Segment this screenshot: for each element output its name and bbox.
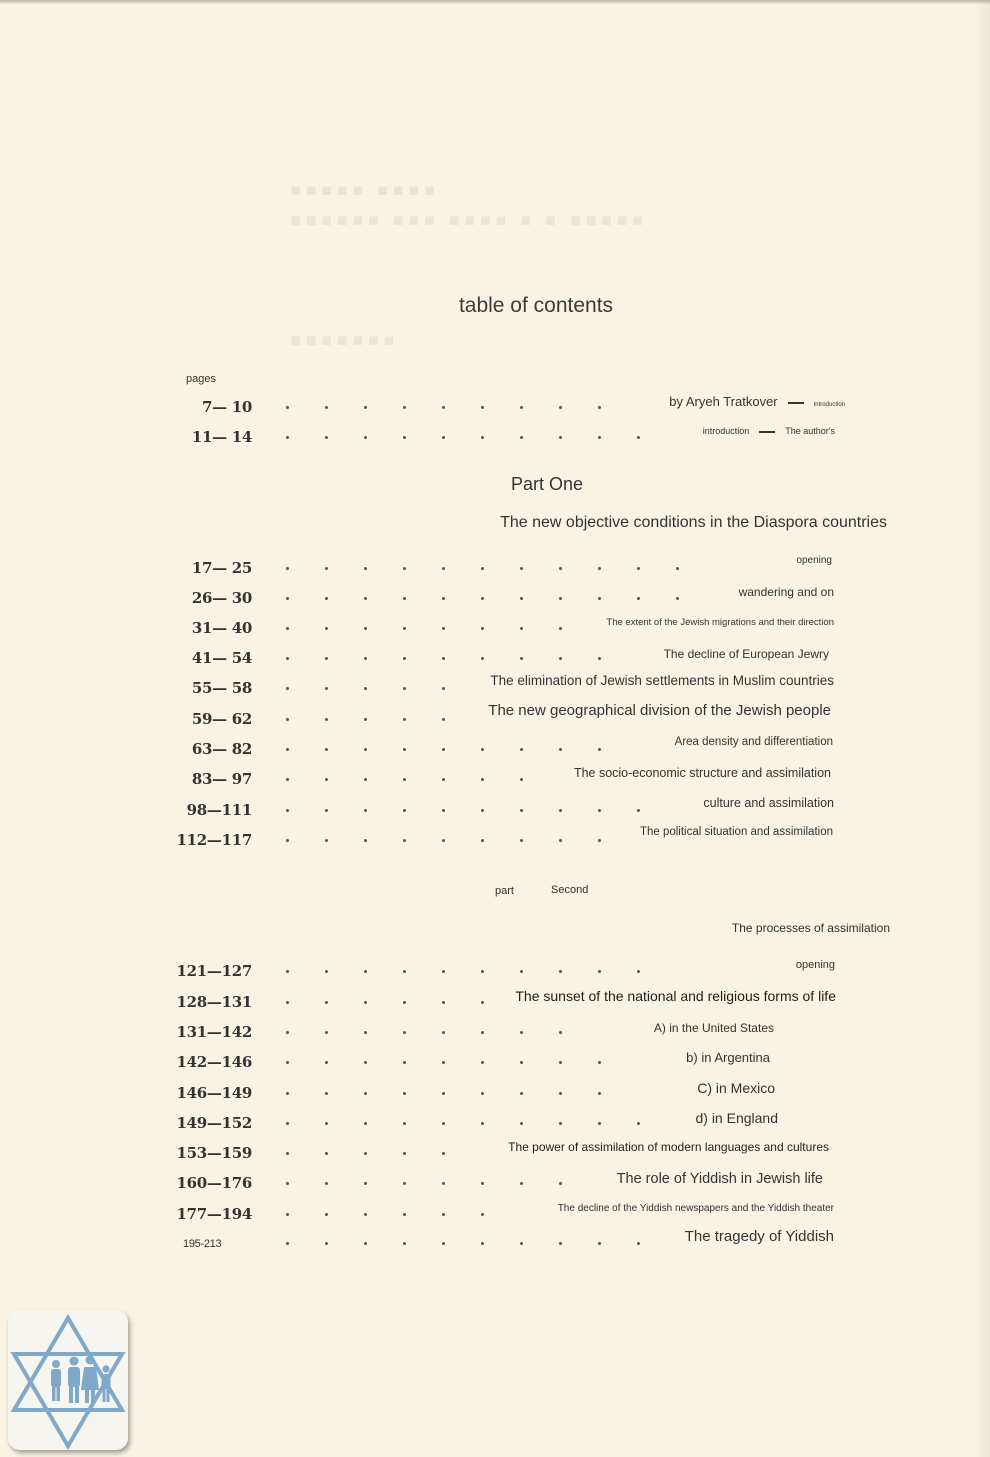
leader-dot [325, 1242, 328, 1245]
leader-dot [325, 1152, 328, 1155]
leader-dot [286, 1182, 289, 1185]
leader-dot [286, 778, 289, 781]
entry-suffix: Introduction [813, 402, 845, 408]
leader-dot [286, 809, 289, 812]
leader-dot [520, 1061, 523, 1064]
leader-dot [520, 1182, 523, 1185]
leader-dot [637, 436, 640, 439]
leader-dot [364, 748, 367, 751]
leader-dot [442, 1182, 445, 1185]
leader-dot [325, 1122, 328, 1125]
leader-dots [286, 970, 676, 976]
leader-dot [325, 1001, 328, 1004]
leader-dot [559, 657, 562, 660]
toc-row[interactable] [0, 394, 990, 422]
leader-dot [559, 1242, 562, 1245]
leader-dots [286, 1092, 637, 1098]
leader-dot [559, 748, 562, 751]
leader-dot [403, 1182, 406, 1185]
leader-dot [403, 970, 406, 973]
toc-entry-title: The role of Yiddish in Jewish life [616, 1171, 823, 1187]
star-of-david-family-icon [8, 1310, 128, 1450]
page-range: 31— 40 [191, 619, 252, 637]
leader-dot [364, 718, 367, 721]
leader-dots [286, 436, 676, 442]
bleed-through-text: ▪▪▪▪▪▪ ▪▪▪ ▪▪▪▪ ▪ ▪ ▪▪▪▪▪ [290, 210, 648, 230]
leader-dot [442, 657, 445, 660]
leader-dot [559, 970, 562, 973]
toc-entry-title: The new geographical division of the Jewish people [488, 702, 831, 719]
leader-dot [442, 718, 445, 721]
leader-dot [286, 970, 289, 973]
leader-dot [520, 839, 523, 842]
leader-dot [520, 657, 523, 660]
leader-dot [520, 748, 523, 751]
leader-dot [442, 1152, 445, 1155]
leader-dot [403, 567, 406, 570]
leader-dot [481, 970, 484, 973]
leader-dot [325, 1061, 328, 1064]
leader-dot [481, 406, 484, 409]
leader-dot [481, 1182, 484, 1185]
leader-dot [403, 718, 406, 721]
leader-dots [286, 1242, 676, 1248]
leader-dot [481, 778, 484, 781]
leader-dot [364, 597, 367, 600]
leader-dots [286, 809, 676, 815]
leader-dot [403, 809, 406, 812]
page-range: 142—146 [176, 1053, 252, 1071]
leader-dot [403, 839, 406, 842]
leader-dot [286, 748, 289, 751]
leader-dot [403, 1242, 406, 1245]
leader-dot [520, 436, 523, 439]
leader-dot [520, 627, 523, 630]
leader-dots [286, 1001, 520, 1007]
leader-dot [325, 809, 328, 812]
page-range: 128—131 [176, 993, 252, 1011]
leader-dots [286, 567, 715, 573]
leader-dots [286, 627, 598, 633]
leader-dot [325, 748, 328, 751]
toc-entry-title: The tragedy of Yiddish [684, 1228, 834, 1245]
leader-dot [520, 1092, 523, 1095]
leader-dot [364, 687, 367, 690]
leader-dot [442, 1122, 445, 1125]
toc-entry-title: wandering and on [738, 585, 834, 599]
leader-dot [286, 1122, 289, 1125]
pages-column-label: pages [186, 373, 216, 385]
part-one-heading: Part One [511, 474, 584, 494]
em-dash [788, 402, 804, 404]
page-range: 112—117 [176, 831, 252, 849]
leader-dots [286, 718, 481, 724]
leader-dot [598, 1092, 601, 1095]
leader-dot [442, 1061, 445, 1064]
toc-row[interactable] [0, 989, 990, 1017]
leader-dot [598, 809, 601, 812]
leader-dot [364, 436, 367, 439]
leader-dot [598, 748, 601, 751]
leader-dot [403, 748, 406, 751]
leader-dot [364, 1122, 367, 1125]
toc-entry-title: The elimination of Jewish settlements in Muslim countries [490, 673, 834, 688]
bleed-through-text: ▪▪▪▪▪ ▪▪▪▪ [290, 180, 440, 200]
leader-dot [286, 1031, 289, 1034]
leader-dot [403, 778, 406, 781]
leader-dot [598, 839, 601, 842]
leader-dot [364, 1242, 367, 1245]
leader-dot [520, 970, 523, 973]
toc-entry-title: A) in the United States [653, 1021, 774, 1035]
leader-dot [325, 718, 328, 721]
toc-entry-title: C) in Mexico [697, 1080, 775, 1096]
leader-dot [286, 567, 289, 570]
page-range: 195-213 [183, 1238, 222, 1250]
toc-entry-title: The power of assimilation of modern languages and cultures [508, 1140, 829, 1154]
toc-row[interactable] [0, 615, 990, 643]
em-dash [759, 431, 775, 433]
leader-dots [286, 778, 559, 784]
leader-dot [559, 809, 562, 812]
page-range: 41— 54 [191, 649, 252, 667]
leader-dot [403, 1213, 406, 1216]
toc-row[interactable] [0, 1110, 990, 1138]
page-top-edge [0, 0, 990, 4]
leader-dot [637, 809, 640, 812]
leader-dot [598, 436, 601, 439]
leader-dot [286, 687, 289, 690]
page-range: 146—149 [176, 1084, 252, 1102]
leader-dot [481, 1122, 484, 1125]
part-two-heading-second: Second [551, 884, 589, 896]
toc-row[interactable] [0, 1080, 990, 1108]
leader-dot [325, 839, 328, 842]
leader-dot [286, 1061, 289, 1064]
leader-dot [598, 406, 601, 409]
leader-dot [598, 657, 601, 660]
page-range: 17— 25 [191, 559, 252, 577]
page-range: 160—176 [176, 1174, 252, 1192]
leader-dot [403, 1031, 406, 1034]
leader-dot [520, 1242, 523, 1245]
leader-dot [481, 1001, 484, 1004]
page-range: 98—111 [186, 801, 252, 819]
leader-dots [286, 597, 715, 603]
leader-dots [286, 1031, 598, 1037]
toc-row[interactable] [0, 1230, 990, 1258]
leader-dot [364, 1152, 367, 1155]
leader-dots [286, 406, 637, 412]
toc-row[interactable] [0, 585, 990, 613]
leader-dot [442, 970, 445, 973]
page-range: 7— 10 [201, 398, 252, 416]
leader-dot [364, 970, 367, 973]
leader-dot [520, 809, 523, 812]
leader-dot [286, 718, 289, 721]
leader-dot [481, 809, 484, 812]
leader-dot [403, 597, 406, 600]
leader-dot [598, 1122, 601, 1125]
leader-dots [286, 1182, 598, 1188]
leader-dot [403, 406, 406, 409]
page-title: table of contents [458, 294, 614, 317]
leader-dot [637, 567, 640, 570]
leader-dot [325, 597, 328, 600]
leader-dot [481, 627, 484, 630]
page-range: 121—127 [176, 962, 252, 980]
leader-dot [559, 567, 562, 570]
toc-row[interactable] [0, 555, 990, 583]
leader-dot [481, 436, 484, 439]
leader-dot [364, 1092, 367, 1095]
leader-dot [481, 657, 484, 660]
leader-dot [481, 839, 484, 842]
leader-dot [559, 839, 562, 842]
leader-dot [637, 1242, 640, 1245]
leader-dot [442, 809, 445, 812]
leader-dot [559, 1122, 562, 1125]
leader-dot [325, 406, 328, 409]
leader-dots [286, 1152, 481, 1158]
leader-dot [364, 1031, 367, 1034]
page-range: 55— 58 [191, 679, 252, 697]
leader-dot [403, 1061, 406, 1064]
leader-dot [325, 1182, 328, 1185]
toc-row[interactable] [0, 1049, 990, 1077]
leader-dot [325, 567, 328, 570]
leader-dot [520, 597, 523, 600]
leader-dot [403, 436, 406, 439]
site-logo[interactable] [8, 1310, 128, 1450]
leader-dot [442, 406, 445, 409]
toc-row[interactable] [0, 702, 990, 734]
toc-row[interactable] [0, 766, 990, 794]
leader-dot [325, 1031, 328, 1034]
leader-dot [325, 970, 328, 973]
leader-dot [442, 567, 445, 570]
leader-dot [325, 778, 328, 781]
toc-entry-title: d) in England [695, 1110, 778, 1126]
leader-dot [364, 1182, 367, 1185]
toc-row[interactable] [0, 827, 990, 855]
page-range: 63— 82 [191, 740, 252, 758]
leader-dot [364, 627, 367, 630]
toc-row[interactable] [0, 1170, 990, 1198]
leader-dot [286, 1001, 289, 1004]
leader-dot [364, 839, 367, 842]
leader-dot [637, 1122, 640, 1125]
leader-dot [442, 778, 445, 781]
leader-dots [286, 1213, 520, 1219]
leader-dot [325, 1213, 328, 1216]
entry-suffix: The author's [785, 426, 835, 436]
leader-dot [481, 567, 484, 570]
toc-row[interactable] [0, 797, 990, 825]
part-two-heading-part: part [495, 885, 514, 897]
toc-row[interactable] [0, 1140, 990, 1168]
toc-entry-title: The political situation and assimilation [639, 826, 833, 838]
leader-dot [442, 1001, 445, 1004]
leader-dot [286, 1152, 289, 1155]
leader-dot [364, 406, 367, 409]
leader-dot [520, 406, 523, 409]
leader-dot [559, 1061, 562, 1064]
toc-entry-title: opening [796, 555, 832, 566]
toc-row[interactable] [0, 958, 990, 986]
leader-dot [403, 627, 406, 630]
leader-dot [403, 1001, 406, 1004]
entry-text: introduction [702, 426, 750, 436]
leader-dot [676, 567, 679, 570]
leader-dot [559, 627, 562, 630]
toc-entry-title: Area density and differentiation [674, 736, 833, 748]
leader-dot [442, 627, 445, 630]
toc-entry-title: The sunset of the national and religious forms of life [515, 988, 836, 1004]
leader-dot [364, 657, 367, 660]
page-range: 153—159 [176, 1144, 252, 1162]
leader-dot [325, 627, 328, 630]
leader-dot [598, 1242, 601, 1245]
leader-dot [520, 1122, 523, 1125]
entry-text: by Aryeh Tratkover [669, 394, 778, 409]
leader-dot [286, 1213, 289, 1216]
leader-dot [403, 657, 406, 660]
leader-dot [442, 1242, 445, 1245]
leader-dot [286, 627, 289, 630]
leader-dots [286, 1061, 637, 1067]
page-range: 131—142 [176, 1023, 252, 1041]
part-one-subtitle: The new objective conditions in the Diaspora countries [500, 514, 887, 531]
toc-entry-title: The decline of the Yiddish newspapers and the Yiddish theater [557, 1203, 834, 1214]
leader-dot [364, 778, 367, 781]
page-range: 59— 62 [191, 710, 252, 728]
toc-row[interactable] [0, 736, 990, 764]
leader-dot [559, 1092, 562, 1095]
bleed-through-text: ▪▪▪▪▪▪▪ [290, 330, 399, 350]
leader-dot [403, 1092, 406, 1095]
leader-dots [286, 657, 637, 663]
page-range: 11— 14 [191, 428, 252, 446]
leader-dot [442, 748, 445, 751]
leader-dot [559, 1031, 562, 1034]
leader-dot [286, 1242, 289, 1245]
leader-dot [325, 1092, 328, 1095]
leader-dot [364, 1213, 367, 1216]
page-range: 83— 97 [191, 770, 252, 788]
leader-dot [598, 970, 601, 973]
leader-dot [286, 406, 289, 409]
leader-dot [481, 1213, 484, 1216]
leader-dot [559, 406, 562, 409]
part-two-subtitle: The processes of assimilation [731, 921, 890, 935]
leader-dot [637, 597, 640, 600]
leader-dot [364, 567, 367, 570]
leader-dot [325, 687, 328, 690]
toc-row[interactable] [0, 424, 990, 452]
toc-entry-title: b) in Argentina [686, 1050, 770, 1065]
leader-dot [286, 1092, 289, 1095]
page-range: 26— 30 [191, 589, 252, 607]
leader-dot [481, 1031, 484, 1034]
leader-dot [442, 1031, 445, 1034]
leader-dot [364, 809, 367, 812]
leader-dot [325, 657, 328, 660]
leader-dot [442, 1213, 445, 1216]
leader-dot [286, 657, 289, 660]
leader-dot [403, 1122, 406, 1125]
toc-row[interactable] [0, 645, 990, 673]
toc-entry-title: opening [795, 959, 835, 971]
leader-dots [286, 748, 637, 754]
leader-dots [286, 839, 637, 845]
leader-dot [325, 436, 328, 439]
leader-dot [481, 748, 484, 751]
page-range: 149—152 [176, 1114, 252, 1132]
leader-dot [520, 567, 523, 570]
toc-row[interactable] [0, 1019, 990, 1047]
leader-dot [286, 436, 289, 439]
leader-dot [403, 1152, 406, 1155]
leader-dots [286, 1122, 676, 1128]
leader-dot [520, 1031, 523, 1034]
leader-dot [364, 1001, 367, 1004]
leader-dot [559, 1182, 562, 1185]
leader-dot [559, 436, 562, 439]
page-range: 177—194 [176, 1205, 252, 1223]
leader-dot [481, 597, 484, 600]
leader-dot [442, 597, 445, 600]
toc-entry-title: The socio-economic structure and assimilation [573, 766, 831, 780]
leader-dot [598, 597, 601, 600]
toc-entry-title: The decline of European Jewry [663, 647, 829, 661]
leader-dots [286, 687, 481, 693]
toc-entry-title: culture and assimilation [703, 796, 834, 810]
leader-dot [481, 1061, 484, 1064]
leader-dot [598, 567, 601, 570]
toc-entry-title [669, 394, 845, 409]
leader-dot [442, 839, 445, 842]
leader-dot [364, 1061, 367, 1064]
toc-row[interactable] [0, 1201, 990, 1229]
toc-entry-title: The extent of the Jewish migrations and their direction [606, 617, 834, 628]
toc-entry-title [703, 426, 835, 436]
leader-dot [520, 778, 523, 781]
leader-dot [481, 1242, 484, 1245]
leader-dot [442, 436, 445, 439]
leader-dot [403, 687, 406, 690]
leader-dot [481, 1092, 484, 1095]
toc-row[interactable] [0, 675, 990, 703]
leader-dot [559, 597, 562, 600]
leader-dot [286, 839, 289, 842]
leader-dot [286, 597, 289, 600]
leader-dot [442, 687, 445, 690]
leader-dot [442, 1092, 445, 1095]
leader-dot [637, 970, 640, 973]
leader-dot [676, 597, 679, 600]
leader-dot [598, 1061, 601, 1064]
